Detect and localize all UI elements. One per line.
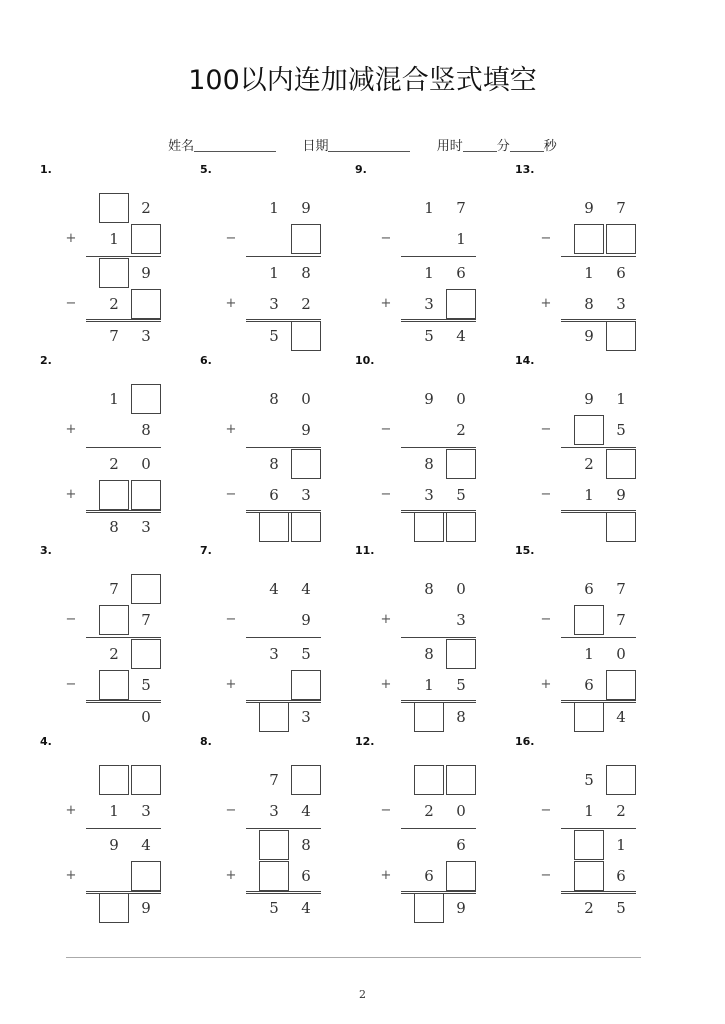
digit: 0 [141, 708, 151, 726]
digit: 2 [584, 455, 594, 473]
answer-box[interactable] [131, 289, 161, 319]
digit: 9 [456, 899, 466, 917]
intermediate-result-line [246, 447, 321, 448]
digit: 9 [616, 486, 626, 504]
digit: 3 [456, 611, 466, 629]
digit: 1 [584, 802, 594, 820]
intermediate-result-line [561, 828, 636, 829]
digit: 4 [301, 899, 311, 917]
answer-box[interactable] [131, 765, 161, 795]
final-result-line [246, 319, 321, 322]
answer-box[interactable] [99, 670, 129, 700]
digit: 7 [616, 199, 626, 217]
digit: 3 [269, 295, 279, 313]
footer-divider [66, 957, 641, 958]
digit: 1 [456, 230, 466, 248]
digit: 3 [301, 708, 311, 726]
digit [259, 605, 289, 635]
intermediate-result-line [401, 256, 476, 257]
minus-sign: − [540, 231, 552, 246]
plus-sign: + [225, 296, 237, 311]
digit: 3 [141, 802, 151, 820]
answer-box[interactable] [131, 384, 161, 414]
minus-sign: − [540, 803, 552, 818]
worksheet-title: 100以内连加减混合竖式填空 [188, 65, 537, 96]
digit: 9 [301, 199, 311, 217]
digit: 6 [616, 264, 626, 282]
plus-sign: + [65, 422, 77, 437]
digit: 2 [424, 802, 434, 820]
digit: 1 [109, 802, 119, 820]
answer-box[interactable] [574, 861, 604, 891]
digit: 6 [456, 264, 466, 282]
problem-8 [200, 735, 350, 921]
answer-box[interactable] [99, 605, 129, 635]
digit: 3 [424, 486, 434, 504]
digit: 7 [616, 580, 626, 598]
plus-sign: + [65, 231, 77, 246]
plus-sign: + [225, 422, 237, 437]
problem-7 [200, 544, 350, 730]
problem-6 [200, 354, 350, 540]
minus-sign: − [225, 487, 237, 502]
problem-3 [40, 544, 190, 730]
minus-sign: − [225, 612, 237, 627]
digit: 3 [301, 486, 311, 504]
digit: 6 [456, 836, 466, 854]
minus-sign: − [65, 677, 77, 692]
minus-sign: − [540, 612, 552, 627]
digit [99, 415, 129, 445]
answer-box[interactable] [574, 605, 604, 635]
name-blank[interactable] [194, 138, 276, 152]
problem-1 [40, 163, 190, 349]
problem-number: 11. [355, 544, 375, 557]
answer-box[interactable] [574, 702, 604, 732]
answer-box[interactable] [131, 224, 161, 254]
digit [259, 415, 289, 445]
digit: 7 [456, 199, 466, 217]
problem-number: 4. [40, 735, 52, 748]
problem-number: 13. [515, 163, 535, 176]
answer-box[interactable] [574, 830, 604, 860]
problem-number: 12. [355, 735, 375, 748]
digit: 8 [424, 455, 434, 473]
answer-box[interactable] [99, 258, 129, 288]
answer-box[interactable] [446, 289, 476, 319]
digit [259, 670, 289, 700]
answer-box[interactable] [446, 512, 476, 542]
digit: 4 [616, 708, 626, 726]
answer-box[interactable] [574, 224, 604, 254]
digit: 0 [301, 390, 311, 408]
digit: 1 [269, 199, 279, 217]
answer-box[interactable] [259, 830, 289, 860]
answer-box[interactable] [291, 765, 321, 795]
answer-box[interactable] [131, 861, 161, 891]
digit: 8 [301, 264, 311, 282]
answer-box[interactable] [446, 861, 476, 891]
intermediate-result-line [86, 256, 161, 257]
digit [99, 702, 129, 732]
date-label: 日期 [302, 139, 329, 154]
digit: 3 [141, 518, 151, 536]
final-result-line [401, 700, 476, 703]
digit: 0 [456, 580, 466, 598]
minus-sign: − [540, 487, 552, 502]
final-result-line [561, 510, 636, 513]
problem-number: 6. [200, 354, 212, 367]
digit: 1 [424, 264, 434, 282]
digit: 4 [301, 802, 311, 820]
problem-number: 1. [40, 163, 52, 176]
digit: 6 [301, 867, 311, 885]
minus-sign: − [65, 612, 77, 627]
digit: 5 [456, 486, 466, 504]
digit: 7 [269, 771, 279, 789]
answer-box[interactable] [99, 765, 129, 795]
digit: 1 [584, 264, 594, 282]
minus-sign: − [380, 487, 392, 502]
digit: 5 [424, 327, 434, 345]
digit: 3 [616, 295, 626, 313]
digit: 1 [109, 230, 119, 248]
problem-5 [200, 163, 350, 349]
digit: 2 [109, 295, 119, 313]
intermediate-result-line [246, 637, 321, 638]
minute-blank[interactable] [463, 138, 497, 152]
answer-box[interactable] [99, 480, 129, 510]
digit: 0 [456, 390, 466, 408]
answer-box[interactable] [606, 512, 636, 542]
final-result-line [401, 510, 476, 513]
problem-12 [355, 735, 505, 921]
digit: 1 [584, 486, 594, 504]
intermediate-result-line [401, 637, 476, 638]
digit [414, 415, 444, 445]
answer-box[interactable] [414, 765, 444, 795]
problem-number: 7. [200, 544, 212, 557]
digit: 6 [616, 867, 626, 885]
digit: 8 [424, 645, 434, 663]
intermediate-result-line [561, 256, 636, 257]
digit: 5 [301, 645, 311, 663]
digit: 1 [424, 199, 434, 217]
final-result-line [561, 319, 636, 322]
date-blank[interactable] [328, 138, 410, 152]
digit: 9 [301, 421, 311, 439]
digit: 9 [301, 611, 311, 629]
digit: 0 [141, 455, 151, 473]
digit: 4 [301, 580, 311, 598]
plus-sign: + [65, 803, 77, 818]
digit: 1 [584, 645, 594, 663]
minus-sign: − [225, 231, 237, 246]
problem-number: 10. [355, 354, 375, 367]
minus-sign: − [540, 868, 552, 883]
problem-11 [355, 544, 505, 730]
answer-box[interactable] [291, 224, 321, 254]
final-result-line [561, 891, 636, 894]
digit: 2 [109, 455, 119, 473]
minus-sign: − [65, 296, 77, 311]
digit: 9 [141, 264, 151, 282]
digit: 1 [109, 390, 119, 408]
answer-box[interactable] [259, 512, 289, 542]
digit: 9 [584, 390, 594, 408]
answer-box[interactable] [99, 893, 129, 923]
time-label: 用时 [436, 139, 463, 154]
final-result-line [86, 510, 161, 513]
problem-14 [515, 354, 665, 540]
problem-2 [40, 354, 190, 540]
digit: 5 [616, 421, 626, 439]
final-result-line [401, 319, 476, 322]
answer-box[interactable] [259, 702, 289, 732]
second-blank[interactable] [510, 138, 544, 152]
plus-sign: + [540, 296, 552, 311]
digit: 9 [424, 390, 434, 408]
problem-16 [515, 735, 665, 921]
intermediate-result-line [561, 637, 636, 638]
digit: 5 [456, 676, 466, 694]
digit: 2 [456, 421, 466, 439]
digit: 8 [109, 518, 119, 536]
answer-box[interactable] [446, 765, 476, 795]
digit [574, 512, 604, 542]
digit: 3 [424, 295, 434, 313]
digit: 5 [141, 676, 151, 694]
digit: 5 [269, 899, 279, 917]
intermediate-result-line [86, 637, 161, 638]
answer-box[interactable] [446, 639, 476, 669]
answer-box[interactable] [606, 670, 636, 700]
final-result-line [246, 891, 321, 894]
digit: 2 [301, 295, 311, 313]
plus-sign: + [380, 612, 392, 627]
digit: 8 [424, 580, 434, 598]
intermediate-result-line [246, 256, 321, 257]
minus-sign: − [225, 803, 237, 818]
answer-box[interactable] [291, 512, 321, 542]
answer-box[interactable] [606, 765, 636, 795]
page-number: 2 [359, 988, 366, 1001]
second-label: 秒 [543, 139, 557, 154]
digit: 8 [301, 836, 311, 854]
digit: 9 [584, 327, 594, 345]
final-result-line [561, 700, 636, 703]
digit: 8 [269, 390, 279, 408]
problem-number: 5. [200, 163, 212, 176]
problem-number: 2. [40, 354, 52, 367]
digit: 2 [584, 899, 594, 917]
problem-number: 9. [355, 163, 367, 176]
minus-sign: − [380, 803, 392, 818]
digit: 0 [616, 645, 626, 663]
digit: 7 [141, 611, 151, 629]
plus-sign: + [380, 677, 392, 692]
intermediate-result-line [401, 447, 476, 448]
plus-sign: + [540, 677, 552, 692]
answer-box[interactable] [414, 893, 444, 923]
digit: 3 [269, 645, 279, 663]
problem-15 [515, 544, 665, 730]
digit: 7 [109, 580, 119, 598]
answer-box[interactable] [99, 193, 129, 223]
answer-box[interactable] [131, 639, 161, 669]
plus-sign: + [65, 487, 77, 502]
answer-box[interactable] [131, 480, 161, 510]
answer-box[interactable] [291, 321, 321, 351]
answer-box[interactable] [259, 861, 289, 891]
intermediate-result-line [401, 828, 476, 829]
answer-box[interactable] [414, 702, 444, 732]
problem-9 [355, 163, 505, 349]
student-info-line [0, 135, 725, 154]
digit: 5 [584, 771, 594, 789]
digit: 2 [141, 199, 151, 217]
minute-label: 分 [496, 139, 510, 154]
answer-box[interactable] [606, 449, 636, 479]
digit: 2 [109, 645, 119, 663]
digit: 5 [616, 899, 626, 917]
answer-box[interactable] [606, 321, 636, 351]
answer-box[interactable] [446, 449, 476, 479]
problem-4 [40, 735, 190, 921]
digit: 6 [424, 867, 434, 885]
intermediate-result-line [561, 447, 636, 448]
plus-sign: + [65, 868, 77, 883]
problem-number: 3. [40, 544, 52, 557]
problem-number: 8. [200, 735, 212, 748]
digit: 8 [269, 455, 279, 473]
plus-sign: + [225, 677, 237, 692]
intermediate-result-line [86, 828, 161, 829]
digit: 3 [141, 327, 151, 345]
plus-sign: + [380, 868, 392, 883]
digit: 3 [269, 802, 279, 820]
minus-sign: − [540, 422, 552, 437]
digit: 9 [109, 836, 119, 854]
digit: 8 [141, 421, 151, 439]
answer-box[interactable] [414, 512, 444, 542]
digit: 4 [269, 580, 279, 598]
digit: 2 [616, 802, 626, 820]
digit: 4 [141, 836, 151, 854]
digit: 5 [269, 327, 279, 345]
digit [259, 224, 289, 254]
problem-13 [515, 163, 665, 349]
final-result-line [246, 510, 321, 513]
problem-number: 16. [515, 735, 535, 748]
digit: 6 [584, 676, 594, 694]
final-result-line [401, 891, 476, 894]
answer-box[interactable] [131, 574, 161, 604]
intermediate-result-line [86, 447, 161, 448]
digit: 1 [424, 676, 434, 694]
answer-box[interactable] [291, 449, 321, 479]
digit [99, 861, 129, 891]
digit [414, 605, 444, 635]
digit [414, 224, 444, 254]
digit: 9 [141, 899, 151, 917]
answer-box[interactable] [574, 415, 604, 445]
answer-box[interactable] [606, 224, 636, 254]
final-result-line [246, 700, 321, 703]
final-result-line [86, 891, 161, 894]
digit [414, 830, 444, 860]
final-result-line [86, 319, 161, 322]
digit: 1 [616, 836, 626, 854]
intermediate-result-line [246, 828, 321, 829]
plus-sign: + [225, 868, 237, 883]
digit: 8 [456, 708, 466, 726]
digit: 7 [616, 611, 626, 629]
name-label: 姓名 [168, 139, 195, 154]
problem-number: 15. [515, 544, 535, 557]
minus-sign: − [380, 422, 392, 437]
final-result-line [86, 700, 161, 703]
digit: 4 [456, 327, 466, 345]
digit: 9 [584, 199, 594, 217]
digit: 0 [456, 802, 466, 820]
digit: 1 [616, 390, 626, 408]
plus-sign: + [380, 296, 392, 311]
minus-sign: − [380, 231, 392, 246]
answer-box[interactable] [291, 670, 321, 700]
digit: 7 [109, 327, 119, 345]
digit: 6 [584, 580, 594, 598]
problem-10 [355, 354, 505, 540]
digit: 6 [269, 486, 279, 504]
digit: 1 [269, 264, 279, 282]
problem-number: 14. [515, 354, 535, 367]
digit: 8 [584, 295, 594, 313]
